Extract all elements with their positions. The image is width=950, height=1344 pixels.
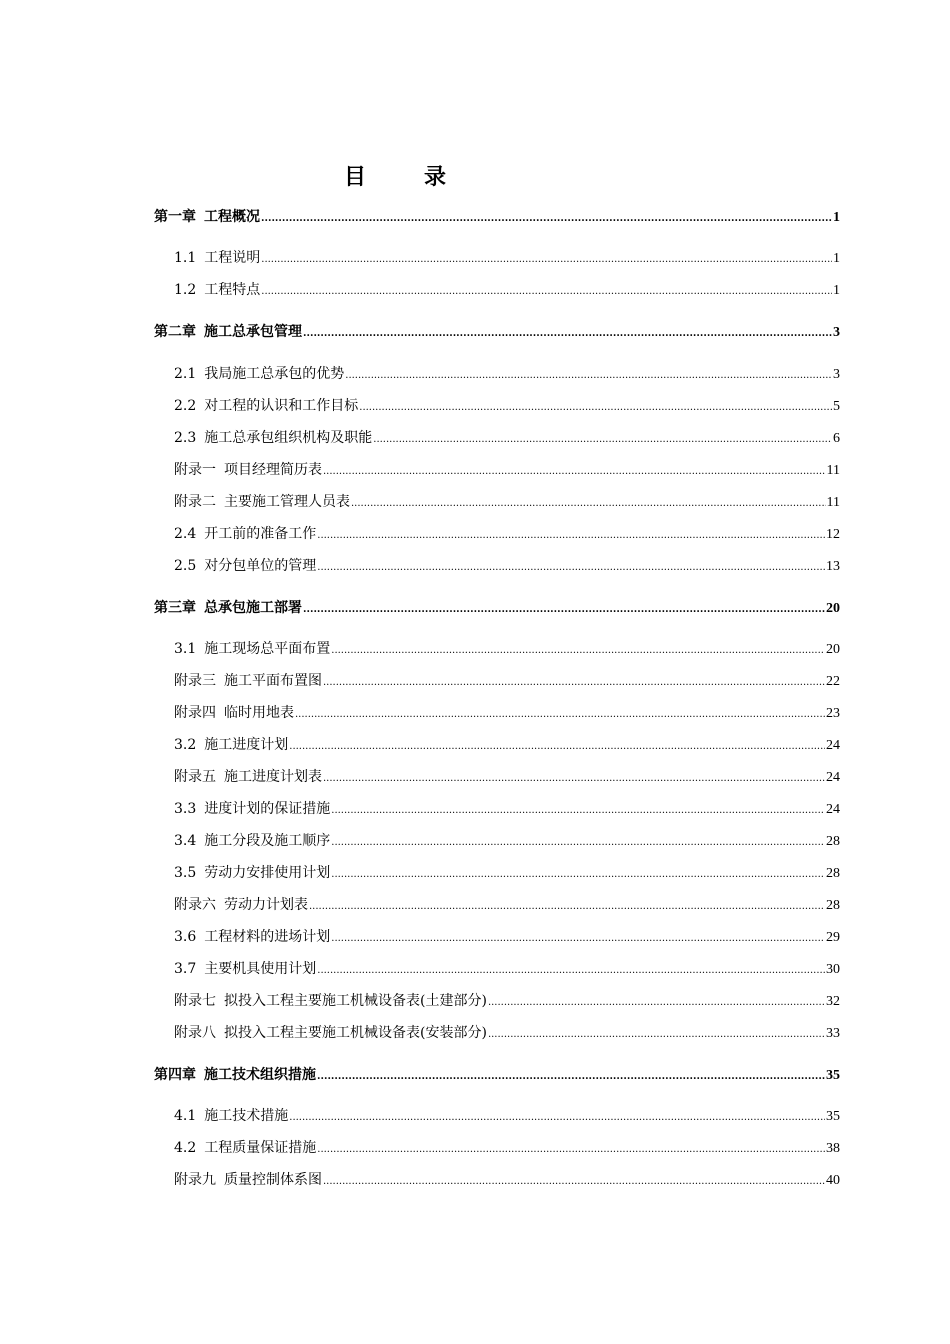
toc-dot-leader <box>488 993 825 1013</box>
toc-section-entry[interactable] <box>174 1023 840 1043</box>
toc-entry-number: 第三章 <box>154 600 196 616</box>
toc-page-number: 3 <box>833 325 840 340</box>
toc-page-number: 40 <box>826 1173 840 1188</box>
page-title: 目 录 <box>343 165 464 190</box>
toc-entry-number: 3.7 <box>174 961 197 977</box>
toc-section-entry[interactable] <box>174 703 840 723</box>
toc-dot-leader <box>331 865 825 885</box>
toc-entry-number: 4.1 <box>174 1108 197 1124</box>
toc-section-entry[interactable] <box>174 639 840 659</box>
toc-dot-leader <box>261 250 832 270</box>
toc-entry-number: 4.2 <box>174 1140 197 1156</box>
toc-section-entry[interactable] <box>174 524 840 544</box>
toc-dot-leader <box>331 929 825 949</box>
toc-page-number: 23 <box>826 706 840 721</box>
toc-dot-leader <box>261 209 832 229</box>
toc-page-number: 3 <box>833 367 840 382</box>
toc-entry-title: 工程说明 <box>204 250 261 266</box>
toc-page-number: 33 <box>826 1026 840 1041</box>
toc-section-entry[interactable] <box>174 364 840 384</box>
toc-page-number: 1 <box>833 210 840 225</box>
toc-dot-leader <box>317 961 825 981</box>
toc-dot-leader <box>351 494 826 514</box>
toc-entry-title: 施工进度计划表 <box>224 769 322 785</box>
toc-page-number: 28 <box>826 898 840 913</box>
toc-entry-number: 第一章 <box>154 209 196 225</box>
toc-dot-leader <box>488 1025 825 1045</box>
toc-entry-number: 2.5 <box>174 558 197 574</box>
toc-dot-leader <box>345 366 832 386</box>
toc-page-number: 12 <box>826 527 840 542</box>
toc-section-entry[interactable] <box>174 1138 840 1158</box>
toc-dot-leader <box>323 769 825 789</box>
toc-dot-leader <box>261 282 832 302</box>
toc-section-entry[interactable] <box>174 863 840 883</box>
toc-page-number: 24 <box>826 738 840 753</box>
toc-dot-leader <box>323 1172 825 1192</box>
toc-section-entry[interactable] <box>174 671 840 691</box>
toc-entry-title: 工程概况 <box>204 209 260 225</box>
toc-page-number: 1 <box>833 251 840 266</box>
toc-dot-leader <box>331 801 825 821</box>
toc-dot-leader <box>295 705 825 725</box>
toc-dot-leader <box>289 1108 825 1128</box>
toc-entry-title: 项目经理简历表 <box>224 462 322 478</box>
toc-entry-title: 临时用地表 <box>224 705 294 721</box>
toc-section-entry[interactable] <box>174 280 840 300</box>
toc-page-number: 28 <box>826 866 840 881</box>
toc-page-number: 24 <box>826 770 840 785</box>
toc-section-entry[interactable] <box>174 248 840 268</box>
toc-chapter-entry[interactable] <box>154 1065 840 1085</box>
toc-entry-title: 主要机具使用计划 <box>204 961 317 977</box>
toc-section-entry[interactable] <box>174 767 840 787</box>
toc-page-number: 20 <box>826 601 840 616</box>
toc-entry-number: 2.2 <box>174 398 197 414</box>
toc-entry-number: 附录一 <box>174 462 216 478</box>
toc-section-entry[interactable] <box>174 492 840 512</box>
toc-page-number: 30 <box>826 962 840 977</box>
toc-dot-leader <box>317 526 825 546</box>
toc-dot-leader <box>289 737 825 757</box>
toc-dot-leader <box>323 673 825 693</box>
toc-dot-leader <box>331 833 825 853</box>
toc-entry-number: 2.4 <box>174 526 197 542</box>
toc-dot-leader <box>323 462 826 482</box>
toc-entry-number: 3.5 <box>174 865 197 881</box>
toc-section-entry[interactable] <box>174 556 840 576</box>
toc-entry-title: 拟投入工程主要施工机械设备表(安装部分) <box>224 1025 487 1041</box>
toc-page-number: 11 <box>826 463 840 478</box>
toc-entry-number: 附录二 <box>174 494 216 510</box>
toc-entry-title: 劳动力安排使用计划 <box>204 865 331 881</box>
toc-entry-number: 1.2 <box>174 282 197 298</box>
toc-page-number: 5 <box>833 399 840 414</box>
toc-page-number: 11 <box>826 495 840 510</box>
toc-dot-leader <box>303 324 832 344</box>
toc-entry-number: 3.1 <box>174 641 197 657</box>
toc-dot-leader <box>359 398 832 418</box>
toc-entry-number: 第二章 <box>154 324 196 340</box>
toc-page-number: 29 <box>826 930 840 945</box>
toc-page-number: 13 <box>826 559 840 574</box>
toc-entry-title: 总承包施工部署 <box>204 600 302 616</box>
toc-entry-title: 我局施工总承包的优势 <box>204 366 345 382</box>
toc-entry-number: 3.6 <box>174 929 197 945</box>
toc-entry-number: 附录九 <box>174 1172 216 1188</box>
toc-page-number: 35 <box>826 1068 840 1083</box>
toc-section-entry[interactable] <box>174 428 840 448</box>
toc-entry-title: 施工技术措施 <box>204 1108 289 1124</box>
toc-dot-leader <box>373 430 832 450</box>
toc-entry-title: 工程材料的进场计划 <box>204 929 331 945</box>
toc-page-number: 28 <box>826 834 840 849</box>
toc-entry-number: 3.3 <box>174 801 197 817</box>
toc-section-entry[interactable] <box>174 927 840 947</box>
toc-page-number: 32 <box>826 994 840 1009</box>
toc-entry-title: 工程质量保证措施 <box>204 1140 317 1156</box>
toc-entry-title: 对分包单位的管理 <box>204 558 317 574</box>
toc-section-entry[interactable] <box>174 1106 840 1126</box>
toc-section-entry[interactable] <box>174 735 840 755</box>
toc-entry-number: 附录四 <box>174 705 216 721</box>
toc-section-entry[interactable] <box>174 396 840 416</box>
toc-page-number: 22 <box>826 674 840 689</box>
toc-entry-title: 施工分段及施工顺序 <box>204 833 331 849</box>
toc-entry-number: 附录七 <box>174 993 216 1009</box>
toc-entry-number: 附录三 <box>174 673 216 689</box>
toc-chapter-entry[interactable] <box>154 598 840 618</box>
toc-entry-title: 质量控制体系图 <box>224 1172 322 1188</box>
toc-entry-title: 施工总承包组织机构及职能 <box>204 430 373 446</box>
toc-section-entry[interactable] <box>174 460 840 480</box>
toc-page-number: 38 <box>826 1141 840 1156</box>
toc-section-entry[interactable] <box>174 1170 840 1190</box>
toc-section-entry[interactable] <box>174 959 840 979</box>
toc-dot-leader <box>303 600 825 620</box>
toc-chapter-entry[interactable] <box>154 207 840 227</box>
toc-dot-leader <box>317 558 825 578</box>
toc-entry-title: 施工进度计划 <box>204 737 289 753</box>
toc-entry-number: 第四章 <box>154 1067 196 1083</box>
toc-page-number: 20 <box>826 642 840 657</box>
toc-page-number: 1 <box>833 283 840 298</box>
toc-dot-leader <box>317 1140 825 1160</box>
toc-entry-title: 对工程的认识和工作目标 <box>204 398 359 414</box>
toc-entry-number: 1.1 <box>174 250 197 266</box>
toc-page-number: 35 <box>826 1109 840 1124</box>
toc-entry-title: 拟投入工程主要施工机械设备表(土建部分) <box>224 993 487 1009</box>
toc-entry-title: 施工技术组织措施 <box>204 1067 316 1083</box>
toc-page-number: 6 <box>833 431 840 446</box>
toc-entry-title: 施工现场总平面布置 <box>204 641 331 657</box>
toc-entry-number: 附录六 <box>174 897 216 913</box>
toc-entry-number: 3.4 <box>174 833 197 849</box>
toc-page-number: 24 <box>826 802 840 817</box>
toc-dot-leader <box>317 1067 825 1087</box>
toc-dot-leader <box>331 641 825 661</box>
toc-entry-title: 主要施工管理人员表 <box>224 494 350 510</box>
toc-entry-title: 开工前的准备工作 <box>204 526 317 542</box>
toc-entry-title: 施工总承包管理 <box>204 324 302 340</box>
toc-entry-number: 2.3 <box>174 430 197 446</box>
toc-chapter-entry[interactable] <box>154 322 840 342</box>
toc-entry-title: 工程特点 <box>204 282 261 298</box>
toc-section-entry[interactable] <box>174 831 840 851</box>
toc-section-entry[interactable] <box>174 895 840 915</box>
toc-dot-leader <box>309 897 825 917</box>
toc-section-entry[interactable] <box>174 991 840 1011</box>
toc-entry-number: 2.1 <box>174 366 197 382</box>
toc-entry-title: 劳动力计划表 <box>224 897 308 913</box>
toc-section-entry[interactable] <box>174 799 840 819</box>
toc-entry-number: 附录五 <box>174 769 216 785</box>
toc-entry-title: 施工平面布置图 <box>224 673 322 689</box>
toc-entry-number: 3.2 <box>174 737 197 753</box>
toc-entry-number: 附录八 <box>174 1025 216 1041</box>
toc-entry-title: 进度计划的保证措施 <box>204 801 331 817</box>
